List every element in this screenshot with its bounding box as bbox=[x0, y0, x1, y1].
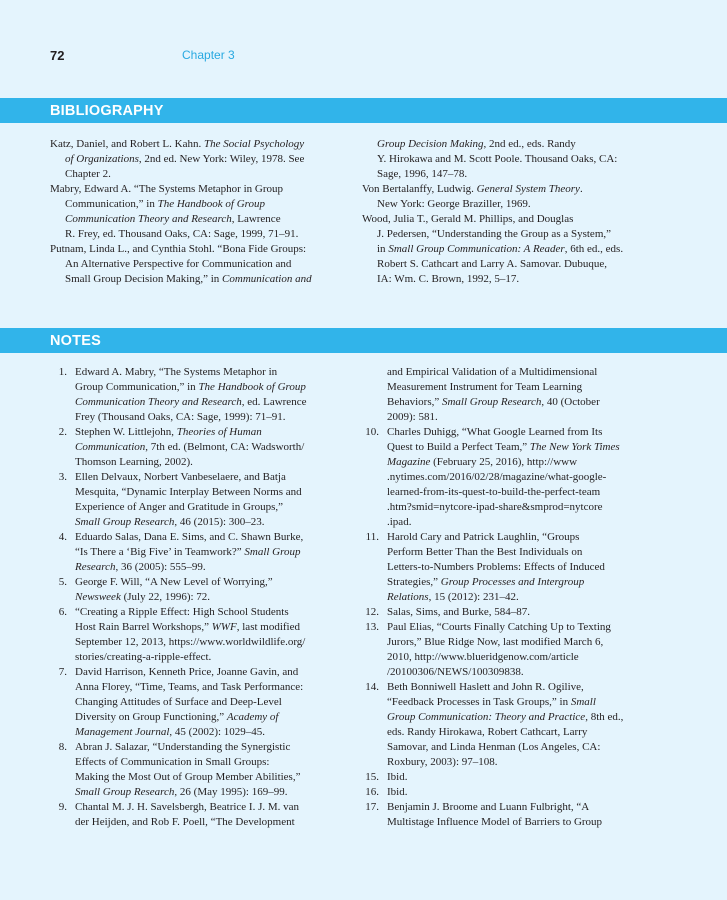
note-item bbox=[50, 800, 350, 830]
note-number: 12. bbox=[365, 606, 379, 618]
note-item bbox=[50, 470, 350, 530]
note-line: Group Communication: Theory and Practice, 8th ed., bbox=[387, 711, 624, 723]
note-line: Beth Bonniwell Haslett and John R. Ogilive, bbox=[387, 681, 584, 693]
bibliography-right-column bbox=[362, 137, 662, 287]
note-line: Benjamin J. Broome and Luann Fulbright, “A bbox=[387, 801, 590, 813]
note-item bbox=[50, 665, 350, 740]
note-line: learned-from-its-quest-to-build-the-perfect-team bbox=[387, 486, 601, 498]
note-line: Small Group Research, 46 (2015): 300–23. bbox=[75, 516, 265, 528]
note-line: .htm?smid=nytcore-ipad-share&smprod=nytcore bbox=[387, 501, 603, 513]
bibliography-line: Chapter 2. bbox=[65, 168, 111, 180]
bibliography-line: IA: Wm. C. Brown, 1992, 5–17. bbox=[377, 273, 520, 285]
note-number: 17. bbox=[365, 801, 379, 813]
note-line: Ibid. bbox=[387, 771, 408, 783]
note-line: .ipad. bbox=[387, 516, 412, 528]
note-item bbox=[362, 530, 682, 605]
note-line: Samovar, and Linda Henman (Los Angeles, CA: bbox=[387, 741, 601, 753]
note-number: 8. bbox=[58, 741, 67, 753]
note-line: Behaviors,” Small Group Research, 40 (October bbox=[387, 396, 600, 408]
note-line: Abran J. Salazar, “Understanding the Synergistic bbox=[75, 741, 291, 753]
note-line: Quest to Build a Perfect Team,” The New York Times bbox=[387, 441, 620, 453]
note-item bbox=[362, 800, 682, 830]
note-line: .nytimes.com/2016/02/28/magazine/what-google- bbox=[387, 471, 607, 483]
bibliography-line: Mabry, Edward A. “The Systems Metaphor in Group bbox=[50, 183, 283, 195]
note-line: Stephen W. Littlejohn, Theories of Human bbox=[75, 426, 262, 438]
note-item bbox=[362, 620, 682, 680]
bibliography-line: in Small Group Communication: A Reader, 6th ed., eds. bbox=[377, 243, 624, 255]
note-line: Communication Theory and Research, ed. Lawrence bbox=[75, 396, 307, 408]
bibliography-line: Group Decision Making, 2nd ed., eds. Randy bbox=[377, 138, 576, 150]
note-line: Letters-to-Numbers Problems: Effects of Induced bbox=[387, 561, 605, 573]
note-line: Mesquita, “Dynamic Interplay Between Norms and bbox=[75, 486, 302, 498]
note-line: September 12, 2013, https://www.worldwildlife.org/ bbox=[75, 636, 306, 648]
notes-right-column bbox=[362, 365, 682, 830]
note-line: “Creating a Ripple Effect: High School Students bbox=[75, 606, 289, 618]
note-number: 13. bbox=[365, 621, 379, 633]
note-item bbox=[362, 680, 682, 770]
note-line: Chantal M. J. H. Savelsbergh, Beatrice I. J. M. van bbox=[75, 801, 300, 813]
note-line: Experience of Anger and Gratitude in Groups,” bbox=[75, 501, 284, 513]
bibliography-heading-band bbox=[0, 98, 727, 123]
note-item bbox=[50, 605, 350, 665]
notes-heading: NOTES bbox=[50, 333, 101, 349]
note-line: Ellen Delvaux, Norbert Vanbeselaere, and Batja bbox=[75, 471, 286, 483]
note-line: 2010, http://www.blueridgenow.com/article bbox=[387, 651, 579, 663]
note-line: Paul Elias, “Courts Finally Catching Up to Texting bbox=[387, 621, 611, 633]
note-line: David Harrison, Kenneth Price, Joanne Gavin, and bbox=[75, 666, 299, 678]
note-item bbox=[50, 425, 350, 470]
bibliography-line: R. Frey, ed. Thousand Oaks, CA: Sage, 1999, 71–91. bbox=[65, 228, 299, 240]
notes-left-column bbox=[50, 365, 350, 830]
note-number: 9. bbox=[58, 801, 67, 813]
note-item bbox=[362, 770, 682, 785]
note-line: Research, 36 (2005): 555–99. bbox=[75, 561, 206, 573]
note-line: Group Communication,” in The Handbook of Group bbox=[75, 381, 306, 393]
page-number: 72 bbox=[50, 48, 65, 63]
note-line: Salas, Sims, and Burke, 584–87. bbox=[387, 606, 530, 618]
note-line: Ibid. bbox=[387, 786, 408, 798]
note-item bbox=[50, 575, 350, 605]
note-line: “Is There a ‘Big Five’ in Teamwork?” Small Group bbox=[75, 546, 301, 558]
note-number: 2. bbox=[58, 426, 67, 438]
note-line: Harold Cary and Patrick Laughlin, “Groups bbox=[387, 531, 580, 543]
note-line: and Empirical Validation of a Multidimensional bbox=[387, 366, 598, 378]
bibliography-line: Katz, Daniel, and Robert L. Kahn. The Social Psychology bbox=[50, 138, 305, 150]
note-line: Effects of Communication in Small Groups: bbox=[75, 756, 270, 768]
note-line: Measurement Instrument for Team Learning bbox=[387, 381, 583, 393]
note-line: George F. Will, “A New Level of Worrying,” bbox=[75, 576, 273, 588]
note-line: Making the Most Out of Group Member Abilities,” bbox=[75, 771, 301, 783]
bibliography-line: Von Bertalanffy, Ludwig. General System Theory. bbox=[362, 183, 583, 195]
bibliography-left-column bbox=[50, 137, 350, 287]
note-line: Eduardo Salas, Dana E. Sims, and C. Shawn Burke, bbox=[75, 531, 304, 543]
bibliography-line: New York: George Braziller, 1969. bbox=[377, 198, 531, 210]
note-line: Jurors,” Blue Ridge Now, last modified March 6, bbox=[387, 636, 604, 648]
note-number: 1. bbox=[58, 366, 67, 378]
bibliography-line: Communication,” in The Handbook of Group bbox=[65, 198, 266, 210]
note-line: Thomson Learning, 2002). bbox=[75, 456, 193, 468]
note-number: 5. bbox=[58, 576, 67, 588]
note-line: der Heijden, and Rob F. Poell, “The Development bbox=[75, 816, 295, 828]
note-line: eds. Randy Hirokawa, Robert Cathcart, Larry bbox=[387, 726, 588, 738]
note-item bbox=[50, 740, 350, 800]
note-line: Roxbury, 2003): 97–108. bbox=[387, 756, 498, 768]
note-line: Frey (Thousand Oaks, CA: Sage, 1999): 71–91. bbox=[75, 411, 286, 423]
note-number: 11. bbox=[365, 531, 379, 543]
bibliography-line: Communication Theory and Research, Lawrence bbox=[65, 213, 281, 225]
note-line: Edward A. Mabry, “The Systems Metaphor in bbox=[75, 366, 278, 378]
bibliography-line: Small Group Decision Making,” in Communication and bbox=[65, 273, 312, 285]
note-line: Charles Duhigg, “What Google Learned from Its bbox=[387, 426, 603, 438]
note-number: 14. bbox=[365, 681, 379, 693]
bibliography-line: An Alternative Perspective for Communication and bbox=[65, 258, 292, 270]
note-line: Newsweek (July 22, 1996): 72. bbox=[75, 591, 211, 603]
note-number: 7. bbox=[58, 666, 67, 678]
note-line: stories/creating-a-ripple-effect. bbox=[75, 651, 212, 663]
note-item bbox=[362, 425, 682, 530]
note-number: 4. bbox=[58, 531, 67, 543]
bibliography-line: Sage, 1996, 147–78. bbox=[377, 168, 468, 180]
bibliography-line: Wood, Julia T., Gerald M. Phillips, and Douglas bbox=[362, 213, 574, 225]
note-line: Strategies,” Group Processes and Intergroup bbox=[387, 576, 585, 588]
chapter-label: Chapter 3 bbox=[182, 48, 235, 62]
bibliography-line: Robert S. Cathcart and Larry A. Samovar. Dubuque, bbox=[377, 258, 608, 270]
note-line: Small Group Research, 26 (May 1995): 169–99. bbox=[75, 786, 288, 798]
note-item bbox=[362, 365, 682, 425]
note-line: Multistage Influence Model of Barriers to Group bbox=[387, 816, 603, 828]
note-line: Anna Florey, “Time, Teams, and Task Performance: bbox=[75, 681, 304, 693]
note-item bbox=[362, 785, 682, 800]
note-number: 16. bbox=[365, 786, 379, 798]
note-line: Management Journal, 45 (2002): 1029–45. bbox=[75, 726, 266, 738]
note-line: Communication, 7th ed. (Belmont, CA: Wadsworth/ bbox=[75, 441, 305, 453]
note-line: Diversity on Group Functioning,” Academy of bbox=[75, 711, 279, 723]
note-line: Host Rain Barrel Workshops,” WWF, last modified bbox=[75, 621, 300, 633]
bibliography-line: Y. Hirokawa and M. Scott Poole. Thousand Oaks, CA: bbox=[377, 153, 618, 165]
note-number: 3. bbox=[58, 471, 67, 483]
note-line: 2009): 581. bbox=[387, 411, 438, 423]
note-line: Magazine (February 25, 2016), http://www bbox=[387, 456, 578, 468]
bibliography-line: J. Pedersen, “Understanding the Group as a System,” bbox=[377, 228, 612, 240]
note-line: Perform Better Than the Best Individuals on bbox=[387, 546, 583, 558]
notes-heading-band bbox=[0, 328, 727, 353]
note-line: Changing Attitudes of Surface and Deep-Level bbox=[75, 696, 282, 708]
note-line: “Feedback Processes in Task Groups,” in Small bbox=[387, 696, 596, 708]
note-line: /20100306/NEWS/100309838. bbox=[387, 666, 524, 678]
note-item bbox=[362, 605, 682, 620]
bibliography-heading: BIBLIOGRAPHY bbox=[50, 103, 164, 119]
note-number: 10. bbox=[365, 426, 379, 438]
bibliography-line: Putnam, Linda L., and Cynthia Stohl. “Bona Fide Groups: bbox=[50, 243, 307, 255]
note-item bbox=[50, 530, 350, 575]
note-number: 6. bbox=[58, 606, 67, 618]
note-line: Relations, 15 (2012): 231–42. bbox=[387, 591, 519, 603]
note-item bbox=[50, 365, 350, 425]
bibliography-line: of Organizations, 2nd ed. New York: Wiley, 1978. See bbox=[65, 153, 305, 165]
note-number: 15. bbox=[365, 771, 379, 783]
